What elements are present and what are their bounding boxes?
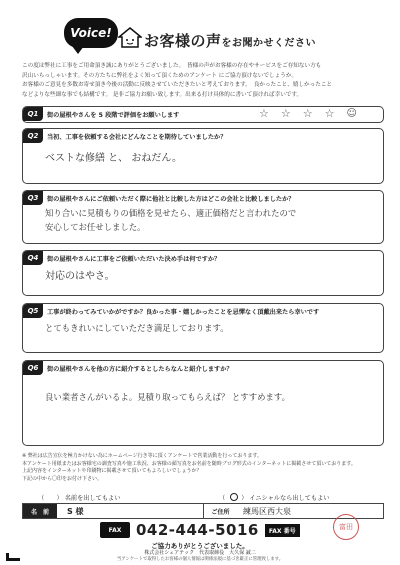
star-icon[interactable]: ☆ [259, 107, 269, 120]
answer-text: ベストな修繕 と、 おねだん。 [45, 153, 182, 164]
fax-row [100, 521, 300, 539]
house-icon [118, 26, 142, 48]
thanks-text: ご協力ありがとうございました。 [151, 542, 249, 550]
intro-text [22, 62, 382, 100]
voice-badge: Voice! [64, 18, 118, 48]
note-line: 下記の中から〇印をお付け下さい。 [22, 475, 103, 482]
answer-text-line2: 安心してお任せしました。 [45, 222, 146, 232]
address-label: ご住所 [203, 504, 237, 518]
star-icon[interactable]: ☆ [302, 107, 313, 120]
question-box-q5 [22, 303, 384, 353]
question-box-q4 [22, 250, 384, 296]
seal-stamp: 富田 [333, 514, 359, 540]
intro-line: この度は弊社に工事をご用命頂き誠にありがとうございました。 皆様の声がお客様の存在やサービスをご存知ない方も [22, 63, 322, 69]
question-number: Q1 [23, 107, 43, 121]
note-line: ※ 弊社は広告宣伝を極力かけない為にホームページ行き等に頂くアンケートで営業活動を行っております。 [22, 453, 262, 459]
header [0, 0, 400, 60]
question-text: 街の屋根やさんにご依頼いただく際に他社と比較した方はどこの会社と比較しましたか？ [47, 195, 295, 203]
answer-text: とてもきれいにしていただき満足しております。 [45, 323, 229, 333]
crop-mark [6, 553, 20, 561]
question-number: Q4 [23, 251, 43, 265]
question-text: 工事が終わってみていかがですか？良かった事・嬉しかったことを忌憚なく頂戴出来たら幸いです [47, 308, 320, 316]
consent-option-name[interactable] [22, 493, 203, 502]
consent-options [22, 490, 384, 504]
question-text: 当初、工事を依頼する会社にどんなことを期待していましたか？ [47, 133, 227, 141]
rating-stars [259, 108, 357, 120]
privacy-note: 当アンケートで取得したお客様の個人情報は関係法規に基づき厳正に管理致します。 [116, 557, 284, 562]
page-title [144, 30, 316, 51]
publication-note [22, 453, 382, 483]
star-icon[interactable]: ☆ [324, 107, 335, 120]
intro-line: などよりな些細な事でも結構です。 是非ご協力お願い致します。出来る打け具体的に書いて頂ければ幸いです。 [22, 91, 303, 98]
question-box-q6 [22, 360, 384, 446]
answer-text: 対応のはやさ。 [45, 271, 115, 282]
consent-label: 名前を出してもよい [64, 494, 121, 502]
consent-checkbox[interactable]: （ ） [38, 494, 63, 502]
company-line: 株式会社シェアテック 代表取締役 大久保 誠二 [144, 550, 256, 556]
circle-mark-icon[interactable] [230, 493, 238, 501]
question-text: 街の屋根やさんを 5 段階で評価をお願いします [47, 111, 180, 119]
question-box-q1 [22, 106, 384, 123]
title-small: をお聞かせください [221, 38, 317, 49]
fax-icon: FAX [100, 522, 130, 538]
intro-line: 沢山いらっしゃいます。その方たちに弊社をよく知って頂くためのアンケート にご協力頂けないでしょうか。 [22, 72, 298, 79]
question-text: 街の屋根やさんに工事をご依頼いただいた決め手は何ですか？ [47, 255, 221, 263]
question-box-q3 [22, 190, 384, 244]
question-text: 街の屋根やさんを他の方に紹介するとしたらなんと紹介しますか？ [47, 365, 233, 373]
question-number: Q3 [23, 191, 43, 205]
name-label: 名 前 [23, 504, 57, 518]
consent-option-initial[interactable] [203, 493, 384, 502]
consent-label: イニシャルなら出してもよい [249, 494, 330, 502]
smiley-face-icon[interactable]: ☺ [346, 108, 357, 119]
fax-label: FAX 番号 [265, 524, 300, 537]
answer-text: 良い業者さんがいるよ。見積り取ってもらえば？ とすすめます。 [45, 392, 290, 402]
question-number: Q5 [23, 304, 43, 318]
paren-close: ） [241, 494, 248, 502]
question-number: Q2 [23, 129, 43, 143]
note-line: 上記内容をインターネットや印刷物に掲載させて頂いてもよろしいでしょうか？ [22, 468, 202, 475]
title-main: お客様の声 [144, 32, 222, 50]
fax-number: 042-444-5016 [136, 521, 259, 539]
question-number: Q6 [23, 361, 43, 375]
star-icon[interactable]: ☆ [280, 107, 291, 120]
intro-line: お客様のご意見を多数お寄せ頂き今後の活動に反映させていただきたいと考えております。 良かったこと、嬉しかったこと [22, 82, 333, 88]
address-field[interactable]: 練馬区西大泉 [243, 506, 291, 516]
answer-text: 知り合いに見積もりの価格を見せたら、適正価格だと言われたので [45, 208, 297, 218]
question-box-q2 [22, 128, 384, 184]
paren-open: （ [219, 494, 226, 502]
name-address-row [22, 503, 384, 519]
note-line: 本アンケート用紙またはお客様宅の調査写真や施工状況、お客様の顔写真をお名前を随時ブログ形式のインターネットに掲載させて頂いております。 [22, 460, 356, 467]
name-field[interactable]: S 様 [67, 506, 84, 516]
